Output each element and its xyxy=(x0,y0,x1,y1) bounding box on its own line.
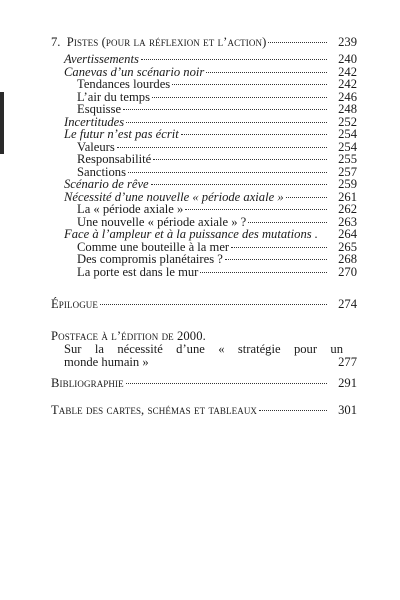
toc-entry xyxy=(51,103,357,116)
postface-page-number: 277 xyxy=(338,355,357,370)
dot-leader xyxy=(286,197,327,198)
dot-leader xyxy=(206,72,327,73)
toc-entry xyxy=(51,178,357,191)
toc-entry xyxy=(51,266,357,279)
epilogue-block xyxy=(51,298,357,311)
toc-entry xyxy=(51,53,357,66)
dot-leader xyxy=(126,122,327,123)
bibliographie-block xyxy=(51,377,357,390)
dot-leader xyxy=(152,97,327,98)
bibliographie-entry xyxy=(51,377,357,390)
toc-entry-label: Incertitudes xyxy=(64,114,125,129)
chapter-title: Pistes (pour la réflexion et l’action) xyxy=(66,35,267,49)
toc-entry-page-number: 259 xyxy=(338,177,357,191)
toc-entry-label: Une nouvelle « période axiale » ? xyxy=(77,214,247,229)
toc-entry-page-number: 254 xyxy=(338,127,357,141)
toc-entry-label: Comme une bouteille à la mer xyxy=(77,239,230,254)
toc-entry-page-number: 242 xyxy=(338,64,357,79)
chapter-7-heading xyxy=(51,35,357,49)
dot-leader xyxy=(117,147,327,148)
toc-entry-page-number: 254 xyxy=(338,139,357,154)
toc-entry xyxy=(51,253,357,266)
postface-block xyxy=(51,330,357,369)
postface-subtitle-line2: monde humain » xyxy=(64,355,149,370)
toc-entry-page-number: 248 xyxy=(338,102,357,116)
toc-entry-label: Le futur n’est pas écrit xyxy=(64,127,179,141)
toc-entry-page-number: 263 xyxy=(338,214,357,229)
dot-leader xyxy=(268,42,327,43)
toc-entry-page-number: 255 xyxy=(338,152,357,166)
toc-entry-label: Canevas d’un scénario noir xyxy=(64,64,205,79)
dot-leader xyxy=(200,272,327,273)
dot-leader xyxy=(151,184,327,185)
tables-title: Table des cartes, schémas et tableaux xyxy=(51,403,258,417)
toc-entry-label: Valeurs xyxy=(77,139,115,154)
toc-entry-label: L’air du temps xyxy=(77,89,150,104)
toc-entry-label: Responsabilité xyxy=(77,152,152,166)
toc-entry-label: La porte est dans le mur xyxy=(77,264,199,279)
toc-entry-page-number: 268 xyxy=(338,252,357,266)
toc-entry-label: Des compromis planétaires ? xyxy=(77,252,223,266)
dot-leader xyxy=(100,304,327,305)
toc-entry-label: Nécessité d’une nouvelle « période axiale » xyxy=(64,189,284,204)
toc-entry-page-number: 257 xyxy=(338,164,357,179)
dot-leader xyxy=(248,222,327,223)
toc-entry-label: Tendances lourdes xyxy=(77,77,171,91)
toc-entry xyxy=(51,78,357,91)
dot-leader xyxy=(153,159,327,160)
toc-entry-page-number: 262 xyxy=(338,202,357,216)
dot-leader xyxy=(141,59,327,60)
bibliographie-page-number: 291 xyxy=(338,376,357,390)
tables-page-number: 301 xyxy=(338,403,357,417)
toc-entry-page-number: 242 xyxy=(338,77,357,91)
toc-entry-page-number: 265 xyxy=(338,239,357,254)
dot-leader xyxy=(123,109,327,110)
chapter-7-block xyxy=(51,35,357,278)
toc-entry-page-number: 246 xyxy=(338,89,357,104)
toc-entry-page-number: 261 xyxy=(338,189,357,204)
tables-block xyxy=(51,404,357,417)
toc-entry xyxy=(51,203,357,216)
toc-entry xyxy=(51,153,357,166)
toc-entry xyxy=(51,128,357,141)
toc-entry-label: Sanctions xyxy=(77,164,126,179)
epilogue-page-number: 274 xyxy=(338,297,357,311)
epilogue-title: Épilogue xyxy=(51,297,98,311)
page-edge-shadow xyxy=(0,92,4,154)
toc-entry-page-number: 270 xyxy=(338,264,357,279)
dot-leader xyxy=(231,247,327,248)
dot-leader xyxy=(185,209,327,210)
toc-entry-page-number: 252 xyxy=(338,114,357,129)
postface-subtitle-row xyxy=(51,356,357,369)
toc-entry-page-number: 264 xyxy=(338,227,357,241)
chapter-page-number: 239 xyxy=(338,35,357,49)
toc-entry-label: Esquisse xyxy=(77,102,122,116)
toc-entry-page-number: 240 xyxy=(338,52,357,66)
bibliographie-title: Bibliographie xyxy=(51,376,124,390)
toc-entry-label: Avertissements xyxy=(64,52,139,66)
dot-leader xyxy=(259,410,327,411)
dot-leader xyxy=(126,383,327,384)
toc-entry-label: La « période axiale » xyxy=(77,202,184,216)
dot-leader xyxy=(181,134,327,135)
dot-leader xyxy=(128,172,327,173)
chapter-number: 7. xyxy=(51,35,61,49)
toc-entry xyxy=(51,228,357,241)
postface-title: Postface à l’édition de 2000. xyxy=(51,329,206,343)
chapter-7-entries xyxy=(51,53,357,278)
toc-entry-label: Scénario de rêve xyxy=(64,177,149,191)
dot-leader xyxy=(172,84,327,85)
tables-entry xyxy=(51,404,357,417)
epilogue-entry xyxy=(51,298,357,311)
dot-leader xyxy=(225,259,327,260)
toc-entry-label: Face à l’ampleur et à la puissance des mutations . xyxy=(64,227,318,241)
postface-subtitle-line1: Sur la nécessité d’une « stratégie pour un xyxy=(64,342,343,357)
